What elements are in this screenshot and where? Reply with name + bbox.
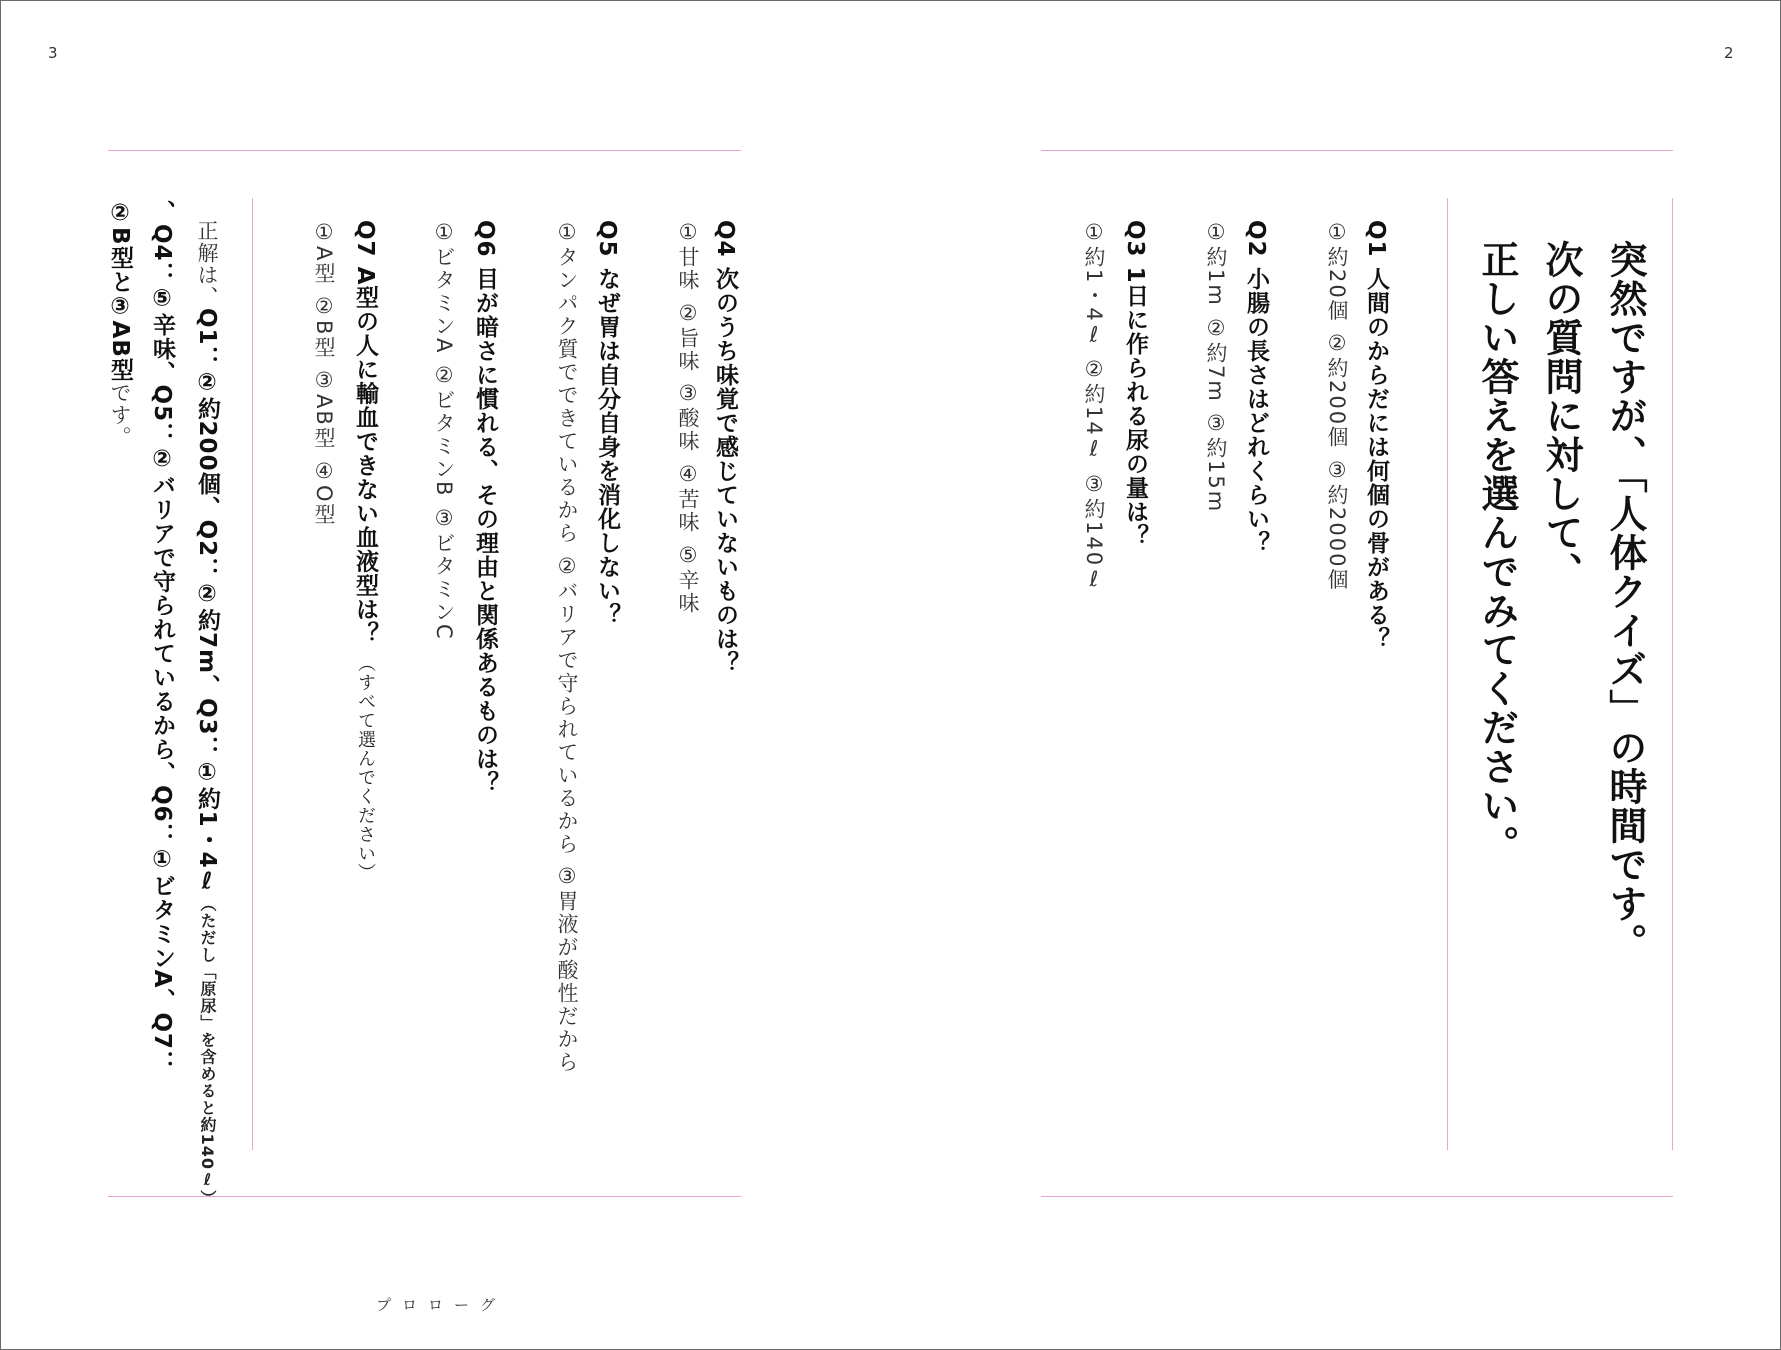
q5-option-1: ①タンパク質でできているから	[555, 220, 579, 545]
right-bottom-rule	[1041, 1196, 1673, 1197]
answer-tail: です。	[108, 381, 132, 448]
q1-option-3: ③約2000個	[1325, 458, 1349, 592]
q1-label: Q1	[1363, 220, 1389, 258]
q4-option-5: ⑤辛味	[676, 542, 700, 615]
q1-text: 人間のからだには何個の骨がある？	[1363, 266, 1389, 651]
question-q1	[1364, 220, 1387, 651]
q6-option-2: ②ビタミンB	[432, 363, 456, 498]
q7-option-1: ①A型	[312, 220, 336, 286]
q4-option-3: ③酸味	[676, 381, 700, 454]
q2-option-1: ①約1m	[1204, 220, 1228, 307]
q7-option-2: ②B型	[312, 294, 336, 360]
q3-label: Q3	[1122, 220, 1148, 258]
q7-label: Q7	[352, 220, 378, 258]
footer-running-title: プロローグ	[376, 1296, 507, 1314]
q1-options	[1326, 220, 1347, 592]
question-q2	[1244, 220, 1267, 555]
q3-option-2: ②約14ℓ	[1082, 357, 1106, 464]
answer-note: （ただし「原尿」を含めると約140ℓ）	[198, 895, 217, 1208]
q2-label: Q2	[1243, 220, 1269, 258]
left-top-rule	[108, 150, 741, 151]
q4-options	[677, 220, 698, 615]
q2-option-2: ②約7m	[1204, 315, 1228, 403]
q5-text: なぜ胃は自分自身を消化しない？	[594, 266, 620, 627]
answer-intro: 正解は、	[195, 220, 219, 308]
right-top-rule	[1041, 150, 1673, 151]
q5-options	[556, 220, 577, 1074]
q4-text: 次のうち味覚で感じていないものは？	[712, 266, 738, 675]
q4-option-2: ②旨味	[676, 300, 700, 373]
q3-option-1: ①約1・4ℓ	[1082, 220, 1106, 349]
question-q4	[713, 220, 736, 675]
q5-option-2: ②バリアで守られているから	[555, 553, 579, 856]
q1-option-2: ②約200個	[1325, 331, 1349, 450]
answer-line-2	[150, 200, 173, 1074]
question-q5	[595, 220, 618, 627]
q7-option-4: ④O型	[312, 458, 336, 527]
question-q7	[353, 220, 376, 882]
right-page-number: 2	[1724, 44, 1734, 62]
q6-text: 目が暗さに慣れる、その理由と関係あるものは？	[472, 266, 498, 795]
q6-option-1: ①ビタミンA	[432, 220, 456, 355]
title-line-1: 突然ですが、「人体クイズ」の時間です。	[1603, 240, 1647, 962]
answer-text-1: Q1：②約200個、Q2：②約7m、Q3：①約1・4ℓ	[194, 308, 220, 896]
q6-option-3: ③ビタミンC	[432, 506, 456, 641]
title-line-3: 正しい答えを選んでみてください。	[1475, 240, 1519, 864]
q3-option-3: ③約140ℓ	[1082, 471, 1106, 593]
q3-text: 1日に作られる尿の量は？	[1122, 266, 1148, 548]
answer-line-3	[108, 200, 131, 448]
q4-option-4: ④苦味	[676, 462, 700, 535]
left-page-number: 3	[48, 44, 58, 62]
q6-label: Q6	[472, 220, 498, 258]
q2-options	[1205, 220, 1226, 513]
q3-options	[1083, 220, 1104, 593]
q5-option-3: ③胃液が酸性だから	[555, 864, 579, 1075]
q4-label: Q4	[712, 220, 738, 258]
q7-options	[313, 220, 334, 526]
q2-option-3: ③約15m	[1204, 411, 1228, 514]
q2-text: 小腸の長さはどれくらい？	[1243, 266, 1269, 555]
q1-option-1: ①約20個	[1325, 220, 1349, 323]
answer-text-3: ②B型と③AB型	[107, 200, 133, 382]
answer-line-1	[195, 220, 218, 1207]
answer-divider-vrule	[252, 198, 253, 1150]
right-page-outer-vrule	[1672, 198, 1673, 1150]
q7-option-3: ③AB型	[312, 368, 336, 450]
question-q6	[473, 220, 496, 795]
q5-label: Q5	[594, 220, 620, 258]
q7-note: （すべて選んでください）	[355, 654, 376, 883]
q7-text: A型の人に輸血できない血液型は？	[352, 266, 378, 646]
question-q3	[1123, 220, 1146, 548]
answer-text-2: 、Q4：⑤辛味、Q5：②バリアで守られているから、Q6：①ビタミンA、Q7：	[149, 200, 175, 1075]
q4-option-1: ①甘味	[676, 220, 700, 292]
q6-options	[433, 220, 454, 641]
title-line-2: 次の質問に対して、	[1539, 240, 1583, 591]
title-divider-vrule	[1447, 198, 1448, 1150]
